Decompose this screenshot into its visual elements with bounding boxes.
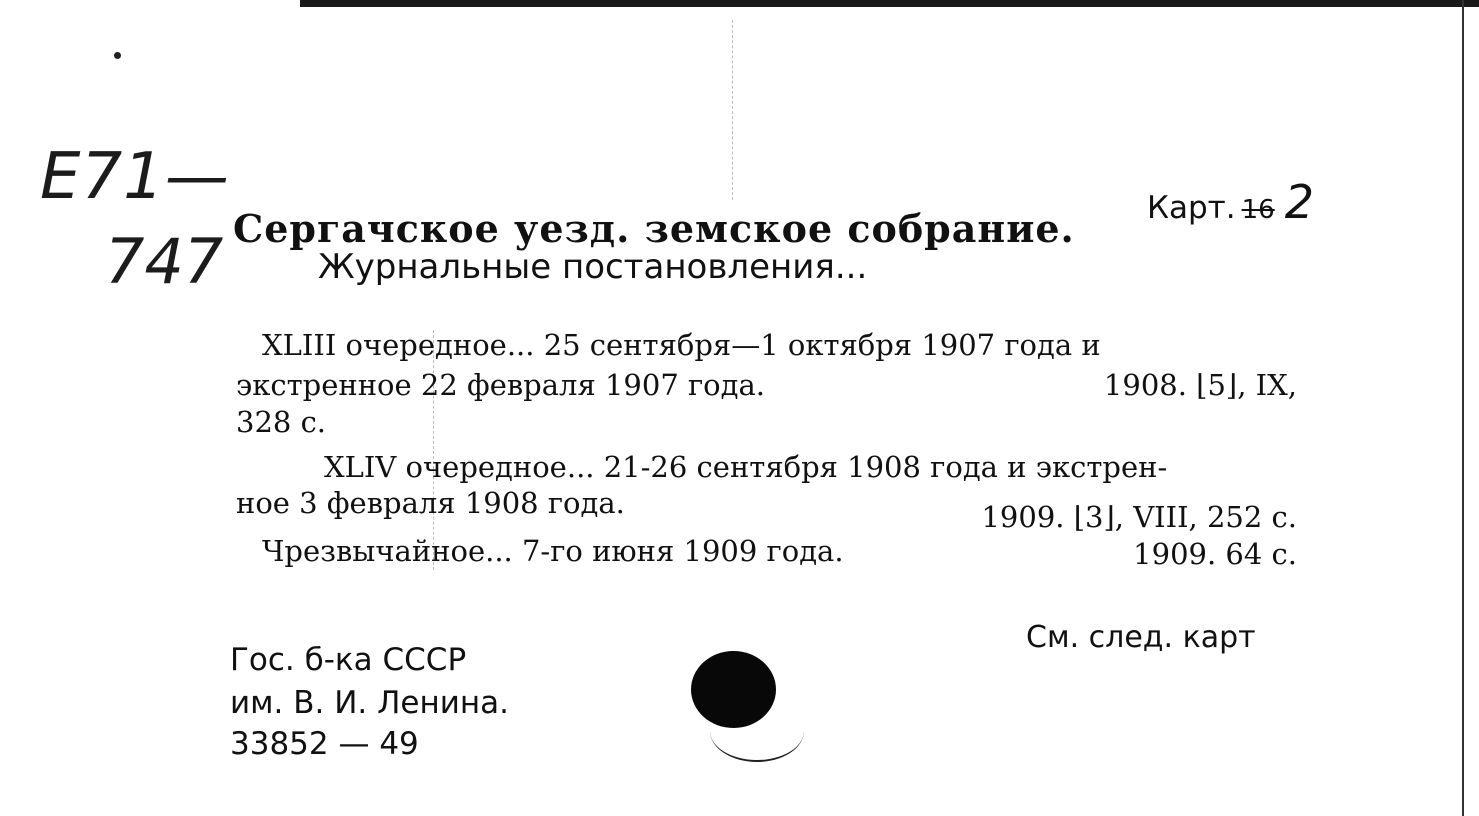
entry-3-imprint: 1909. 64 с.	[1133, 537, 1297, 571]
card-number-label: Карт.	[1147, 190, 1236, 226]
card-print-number: 33852 — 49	[230, 726, 419, 762]
library-name: Гос. б-ка СССР	[230, 642, 467, 678]
entry-1-line-1: XLIII очередное... 25 сентября—1 октября 1907 года и	[262, 328, 1101, 362]
entry-1-line-2: экстренное 22 февраля 1907 года.	[236, 368, 766, 402]
entry-2-line-1: XLIV очередное... 21-26 сентября 1908 года и экстрен-	[324, 450, 1168, 484]
card-top-edge	[300, 0, 1479, 7]
entry-1-line-3: 328 с.	[236, 405, 327, 439]
card-number	[1147, 175, 1314, 229]
fold-line	[732, 20, 733, 200]
card-number-current: 2	[1284, 175, 1314, 229]
entry-2-imprint: 1909. ⌊3⌋, VIII, 252 с.	[981, 500, 1297, 534]
entry-subtitle: Журнальные постановления...	[318, 247, 868, 287]
entry-title: Сергачское уезд. земское собрание.	[233, 206, 1075, 251]
ink-speck	[114, 52, 121, 59]
hole-shadow-arc	[710, 700, 804, 762]
shelfmark-line2: 747	[105, 225, 224, 298]
entry-1-imprint: 1908. ⌊5⌋, IX,	[1103, 368, 1297, 402]
see-next-card: См. след. карт	[1026, 620, 1256, 655]
card-right-edge	[1462, 0, 1464, 816]
library-name-line-2: им. В. И. Ленина.	[230, 685, 510, 721]
entry-3-line-1: Чрезвычайное... 7-го июня 1909 года.	[262, 534, 844, 568]
card-number-crossed: 16	[1241, 195, 1275, 225]
shelfmark-line1: E71—	[40, 140, 230, 214]
entry-2-line-2: ное 3 февраля 1908 года.	[236, 486, 625, 520]
